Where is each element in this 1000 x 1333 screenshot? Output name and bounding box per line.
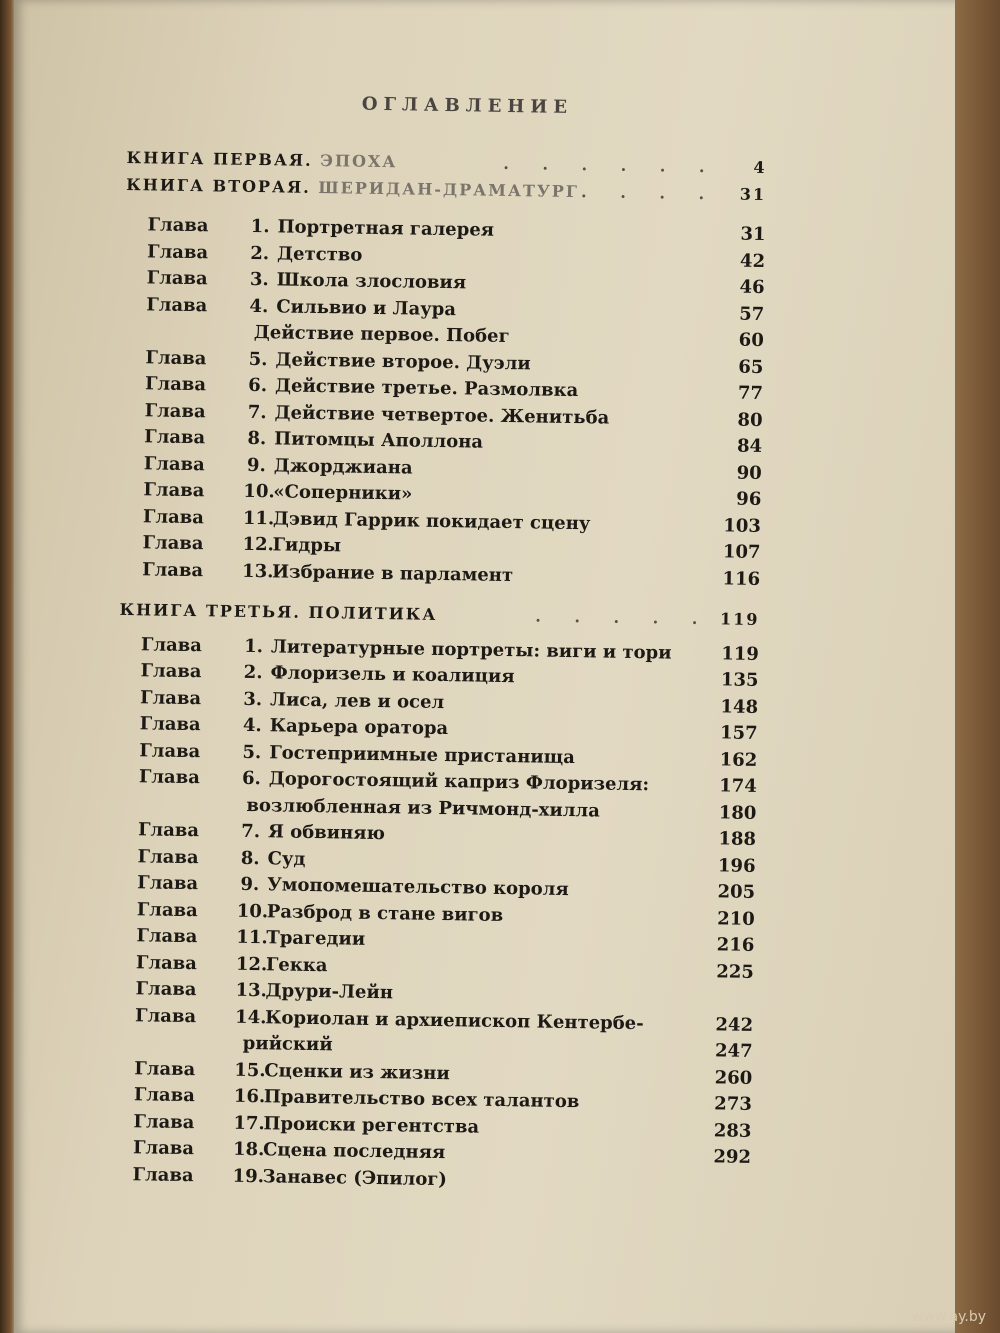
chapter-word: Глава xyxy=(133,1084,196,1107)
chapter-word: Глава xyxy=(146,293,208,316)
chapter-title: рийский xyxy=(242,1032,333,1056)
chapter-title: «Соперники» xyxy=(273,481,413,505)
chapter-word: Глава xyxy=(144,399,206,422)
chapter-number: 2. xyxy=(250,242,270,264)
page-number: 260 xyxy=(714,1066,753,1089)
chapter-number: 6. xyxy=(241,767,262,790)
chapter-number: 14. xyxy=(234,1006,267,1028)
chapter-number: 18. xyxy=(232,1138,265,1161)
chapter-title: Гидры xyxy=(272,534,342,557)
chapter-number: 10. xyxy=(243,480,275,503)
chapter-word: Глава xyxy=(139,739,201,762)
page-number: 216 xyxy=(716,934,755,956)
page-number: 180 xyxy=(718,801,757,824)
chapter-number: 7. xyxy=(247,401,267,423)
chapter-number: 4. xyxy=(249,295,269,317)
chapter-word: Глава xyxy=(134,1004,197,1027)
chapter-number: 13. xyxy=(235,979,268,1002)
chapter-word: Глава xyxy=(137,872,199,895)
chapter-word: Глава xyxy=(137,819,200,842)
page-number: 162 xyxy=(719,748,758,771)
chapter-title: Действие третье. Размолвка xyxy=(274,375,579,402)
chapter-word: Глава xyxy=(137,845,199,868)
chapter-title: Умопомешательство короля xyxy=(267,874,569,901)
chapter-title: Разброд в стане вигов xyxy=(266,900,504,926)
chapter-number: 2. xyxy=(243,661,263,684)
table-of-contents xyxy=(110,70,767,1198)
chapter-title: Джорджиана xyxy=(273,454,413,479)
chapter-word: Глава xyxy=(135,978,197,1001)
chapter-number: 13. xyxy=(241,560,274,582)
page-number: 60 xyxy=(738,329,764,352)
chapter-title: Занавес (Эпилог) xyxy=(262,1165,448,1190)
chapter-number: 15. xyxy=(234,1059,266,1081)
chapter-title: Трагедии xyxy=(266,927,366,950)
book-label: КНИГА ПЕРВАЯ. xyxy=(126,147,313,170)
chapter-number: 19. xyxy=(232,1165,265,1187)
chapter-title: Гекка xyxy=(265,953,328,976)
page-number: 42 xyxy=(739,250,766,272)
chapter-title: Портретная галерея xyxy=(277,216,495,241)
chapter-word: Глава xyxy=(132,1163,194,1186)
book-title: ПОЛИТИКА xyxy=(308,602,438,624)
chapter-title: возлюбленная из Ричмонд-хилла xyxy=(246,794,601,822)
chapter-word: Глава xyxy=(142,532,204,555)
chapter-number: 6. xyxy=(248,374,268,397)
page-number: 188 xyxy=(718,828,757,850)
page-number: 210 xyxy=(717,907,755,930)
chapter-number: 17. xyxy=(233,1112,265,1134)
chapter-word: Глава xyxy=(132,1137,195,1160)
chapter-number: 9. xyxy=(240,873,260,896)
chapter-number: 5. xyxy=(248,348,268,370)
page-number: 65 xyxy=(738,356,764,378)
page-number: 96 xyxy=(736,488,762,510)
chapter-title: Кориолан и архиепископ Кентербе- xyxy=(264,1006,644,1034)
toc-heading: ОГЛАВЛЕНИЕ xyxy=(361,93,574,118)
chapter-number: 7. xyxy=(241,820,261,843)
chapter-title: Сильвио и Лаура xyxy=(276,295,457,320)
table-surface xyxy=(955,0,1000,1333)
chapter-word: Глава xyxy=(143,452,205,475)
chapter-title: Дэвид Гаррик покидает сцену xyxy=(272,507,591,534)
page-number: 46 xyxy=(739,276,765,299)
page-number: 292 xyxy=(713,1146,752,1168)
chapter-word: Глава xyxy=(145,346,207,369)
chapter-word: Глава xyxy=(136,898,198,921)
chapter-word: Глава xyxy=(143,479,205,502)
page-number: 225 xyxy=(716,960,755,983)
chapter-number: 3. xyxy=(243,688,263,710)
chapter-title: Действие четвертое. Женитьба xyxy=(274,401,610,429)
leader-dots: . . . . . . xyxy=(503,153,719,177)
chapter-title: Детство xyxy=(276,242,363,266)
chapter-title: Суд xyxy=(267,847,306,870)
page-number: 4 xyxy=(753,157,767,178)
chapter-word: Глава xyxy=(142,505,205,528)
page-number: 135 xyxy=(720,669,759,691)
page-number: 31 xyxy=(740,223,766,246)
page-number: 174 xyxy=(719,775,757,797)
chapter-title: Литературные портреты: виги и тори xyxy=(270,635,672,664)
page-number: 57 xyxy=(739,303,765,325)
chapter-number: 11. xyxy=(236,926,268,949)
chapter-title: Друри-Лейн xyxy=(265,980,394,1004)
leader-dots: . . . . xyxy=(581,181,719,203)
book-title: ЭПОХА xyxy=(320,151,398,172)
book-label: КНИГА ТРЕТЬЯ. xyxy=(119,599,302,622)
chapter-number: 11. xyxy=(242,507,275,529)
chapter-number: 10. xyxy=(236,900,269,922)
page-number: 273 xyxy=(714,1093,752,1115)
page-number: 119 xyxy=(719,609,760,629)
chapter-title: Я обвиняю xyxy=(267,821,386,845)
book-two-chapter-list xyxy=(120,212,766,593)
chapter-title: Школа злословия xyxy=(276,269,467,294)
chapter-number: 1. xyxy=(244,635,264,657)
chapter-title: Дорогостоящий каприз Флоризеля: xyxy=(268,768,650,796)
chapter-number: 12. xyxy=(235,953,268,975)
chapter-word: Глава xyxy=(139,686,202,709)
chapter-title: Флоризель и коалиция xyxy=(270,662,515,688)
chapter-title: Сценки из жизни xyxy=(264,1059,450,1084)
page-number: 77 xyxy=(737,382,764,405)
chapter-word: Глава xyxy=(133,1110,195,1133)
chapter-number: 16. xyxy=(233,1085,266,1108)
book-title: ШЕРИДАН-ДРАМАТУРГ xyxy=(318,177,580,201)
chapter-word: Глава xyxy=(146,240,209,263)
chapter-title: Происки регентства xyxy=(263,1112,480,1138)
chapter-word: Глава xyxy=(146,267,208,290)
chapter-word: Глава xyxy=(135,951,198,974)
page-number: 242 xyxy=(715,1013,754,1036)
page-number: 116 xyxy=(722,567,761,590)
page-number: 103 xyxy=(723,514,762,537)
page-number: 283 xyxy=(713,1119,752,1142)
chapter-word: Глава xyxy=(139,713,201,736)
chapter-title: Действие второе. Дуэли xyxy=(275,348,531,374)
chapter-number: 9. xyxy=(246,454,266,476)
book-label: КНИГА ВТОРАЯ. xyxy=(126,174,311,197)
book-three-chapter-list xyxy=(110,631,759,1197)
chapter-title: Лиса, лев и осел xyxy=(269,688,445,713)
chapter-number: 8. xyxy=(240,847,260,869)
watermark: www.ay.by xyxy=(911,1309,986,1325)
page-number: 119 xyxy=(721,642,760,665)
chapter-title: Питомцы Аполлона xyxy=(274,428,484,453)
page-number: 84 xyxy=(736,435,763,458)
chapter-word: Глава xyxy=(134,1057,196,1080)
chapter-title: Избрание в парламент xyxy=(271,560,514,586)
chapter-title: Сцена последняя xyxy=(262,1139,446,1164)
chapter-title: Действие первое. Побег xyxy=(253,322,510,348)
chapter-title: Гостеприимные пристанища xyxy=(269,741,576,768)
page-number: 148 xyxy=(720,695,759,718)
chapter-number: 4. xyxy=(242,714,262,737)
chapter-word: Глава xyxy=(140,660,202,683)
chapter-word: Глава xyxy=(140,633,203,656)
page-number: 157 xyxy=(719,722,758,744)
chapter-word: Глава xyxy=(147,214,209,237)
chapter-word: Глава xyxy=(144,426,206,449)
chapter-word: Глава xyxy=(144,373,207,396)
chapter-number: 1. xyxy=(250,215,270,238)
page-number: 247 xyxy=(714,1040,753,1062)
chapter-title: Правительство всех талантов xyxy=(263,1086,580,1113)
chapter-word: Глава xyxy=(138,766,201,789)
page-number: 205 xyxy=(717,881,756,903)
page-number: 31 xyxy=(739,184,767,204)
page-number: 80 xyxy=(737,409,763,431)
chapter-title: Карьера оратора xyxy=(269,715,449,740)
chapter-number: 5. xyxy=(242,741,262,763)
chapter-number: 8. xyxy=(247,427,267,450)
page-number: 107 xyxy=(722,541,761,563)
chapter-word: Глава xyxy=(136,925,198,948)
chapter-word: Глава xyxy=(141,558,204,581)
chapter-number: 3. xyxy=(249,268,269,291)
page-number: 90 xyxy=(736,462,762,484)
chapter-number: 12. xyxy=(242,533,275,556)
page-number: 196 xyxy=(717,854,756,877)
leader-dots: . . . . . xyxy=(535,606,712,629)
